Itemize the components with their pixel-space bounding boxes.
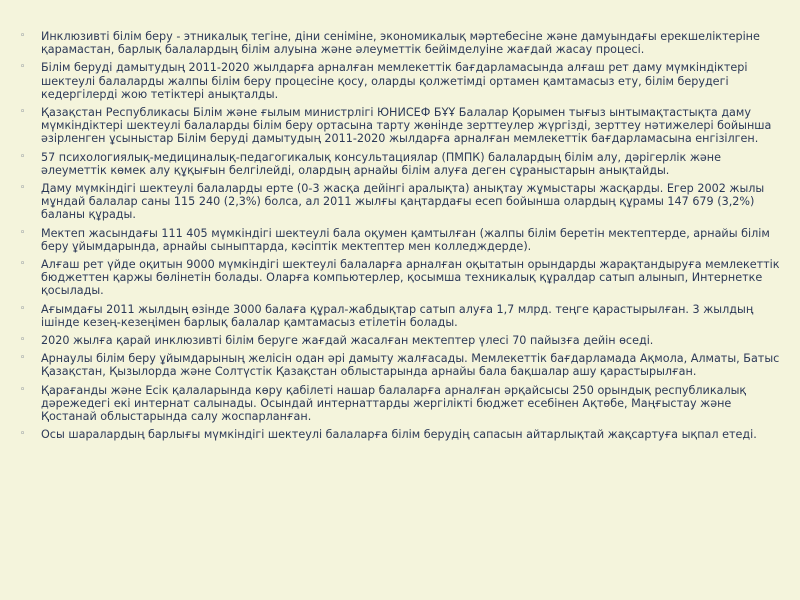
bullet-item (20, 151, 788, 177)
bullet-text: Мектеп жасындағы 111 405 мүмкіндігі шектеулі бала оқумен қамтылған (жалпы білім беретін мектептерде, арнайы білім беру ұйымдарында, арнайы сыныптарда, кәсіптік мектептер мен колледждерде). (41, 226, 770, 253)
bullet-circle-icon: ◦ (20, 151, 26, 162)
bullet-circle-icon: ◦ (20, 429, 26, 440)
bullet-item (20, 106, 788, 146)
bullet-text: Осы шаралардың барлығы мүмкіндігі шектеулі балаларға білім берудің сапасын айтарлықтай жақсартуға ықпал етеді. (41, 428, 757, 442)
bullet-circle-icon: ◦ (20, 31, 26, 41)
bullet-text: Қарағанды және Есік қалаларында көру қабілеті нашар балаларға арналған әрқайсысы 250 орындық республикалық дәрежедегі екі интернат салынады. Осындай интернаттарды жергілікті бюджет есебінен Ақтөбе, Маңғыстау және Қостанай облыстарында салу жоспарланған. (41, 383, 747, 424)
bullet-text: Арнаулы білім беру ұйымдарының желісін одан әрі дамыту жалғасады. Мемлекеттік бағдарламада Ақмола, Алматы, Батыс Қазақстан, Қызылорда және Солтүстік Қазақстан облыстарында арнайы бала бақшалар ашу қарастырылған. (41, 352, 780, 379)
bullet-text: Білім беруді дамытудың 2011-2020 жылдарға арналған мемлекеттік бағдарламасында алғаш рет даму мүмкіндіктері шектеулі балаларды жалпы білім беру процесіне қосу, оларды қолжетімді ортамен қамтамасыз ету, білім берудегі кедергілерді жою тетіктері анықталды. (41, 61, 748, 101)
bullet-text: Инклюзивті білім беру - этникалық тегіне, діни сеніміне, экономикалық мәртебесіне және дамуындағы ерекшеліктеріне қарамастан, барлық балалардың білім алуына және әлеуметтік бейімделуіне жағдай жасау процесі. (41, 30, 760, 57)
bullet-circle-icon: ◦ (20, 259, 26, 270)
bullet-circle-icon: ◦ (20, 335, 26, 346)
bullet-item (20, 428, 788, 441)
bullet-item (20, 384, 788, 424)
bullet-item (20, 227, 788, 253)
bullet-circle-icon: ◦ (20, 107, 26, 118)
bullet-text: Алғаш рет үйде оқитын 9000 мүмкіндігі шектеулі балаларға арналған оқытатын орындарды жарақтандыруға мемлекеттік бюджеттен қаржы бөлінетін болады. Оларға компьютерлер, қосымша техникалық құралдар сатып алынып, Интернетке қосылады. (41, 258, 780, 298)
bullet-circle-icon: ◦ (20, 227, 26, 238)
bullet-text: 57 психологиялық-медициналық-педагогикалық консультациялар (ПМПК) балалардың білім алу, дәрігерлік және әлеуметтік көмек алу құқығын белгілейді, олардың арнайы білім алуға деген сұраныстарын анықтайды. (41, 150, 721, 177)
bullet-item (20, 182, 788, 222)
bullet-list (20, 30, 788, 446)
bullet-item (20, 334, 788, 347)
bullet-item (20, 258, 788, 298)
bullet-text: 2020 жылға қарай инклюзивті білім беруге жағдай жасалған мектептер үлесі 70 пайызға дейін өседі. (41, 334, 654, 348)
bullet-item (20, 303, 788, 329)
bullet-circle-icon: ◦ (20, 303, 26, 314)
bullet-circle-icon: ◦ (20, 353, 26, 364)
bullet-item (20, 352, 788, 378)
bullet-text: Қазақстан Республикасы Білім және ғылым министрлігі ЮНИСЕФ БҰҰ Балалар Қорымен тығыз ынтымақтастықта даму мүмкіндіктері шектеулі балаларды білім беру ортасына тарту жөнінде зерттеулер жүргізді, зерттеу нәтижелері бойынша әзірленген ұсыныстар Білім беруді дамытудың 2011-2020 жылдарға арналған мемлекеттік бағдарламасына енгізілген. (41, 106, 772, 146)
bullet-circle-icon: ◦ (20, 183, 26, 194)
bullet-item (20, 61, 788, 101)
bullet-text: Даму мүмкіндігі шектеулі балаларды ерте (0-3 жасқа дейінгі аралықта) анықтау жұмыстары жасқарды. Егер 2002 жылы мұндай балалар саны 115 240 (2,3%) болса, ал 2011 жылғы қаңтардағы есеп бойынша олардың құрамы 147 679 (3,2%) баланы құрады. (41, 182, 765, 222)
bullet-text: Ағымдағы 2011 жылдың өзінде 3000 балаға құрал-жабдықтар сатып алуға 1,7 млрд. теңге қарастырылған. 3 жылдың ішінде кезең-кезеңімен барлық балалар қамтамасыз етілетін болады. (41, 302, 754, 329)
bullet-item (20, 30, 788, 56)
bullet-circle-icon: ◦ (20, 62, 26, 73)
bullet-circle-icon: ◦ (20, 384, 26, 395)
